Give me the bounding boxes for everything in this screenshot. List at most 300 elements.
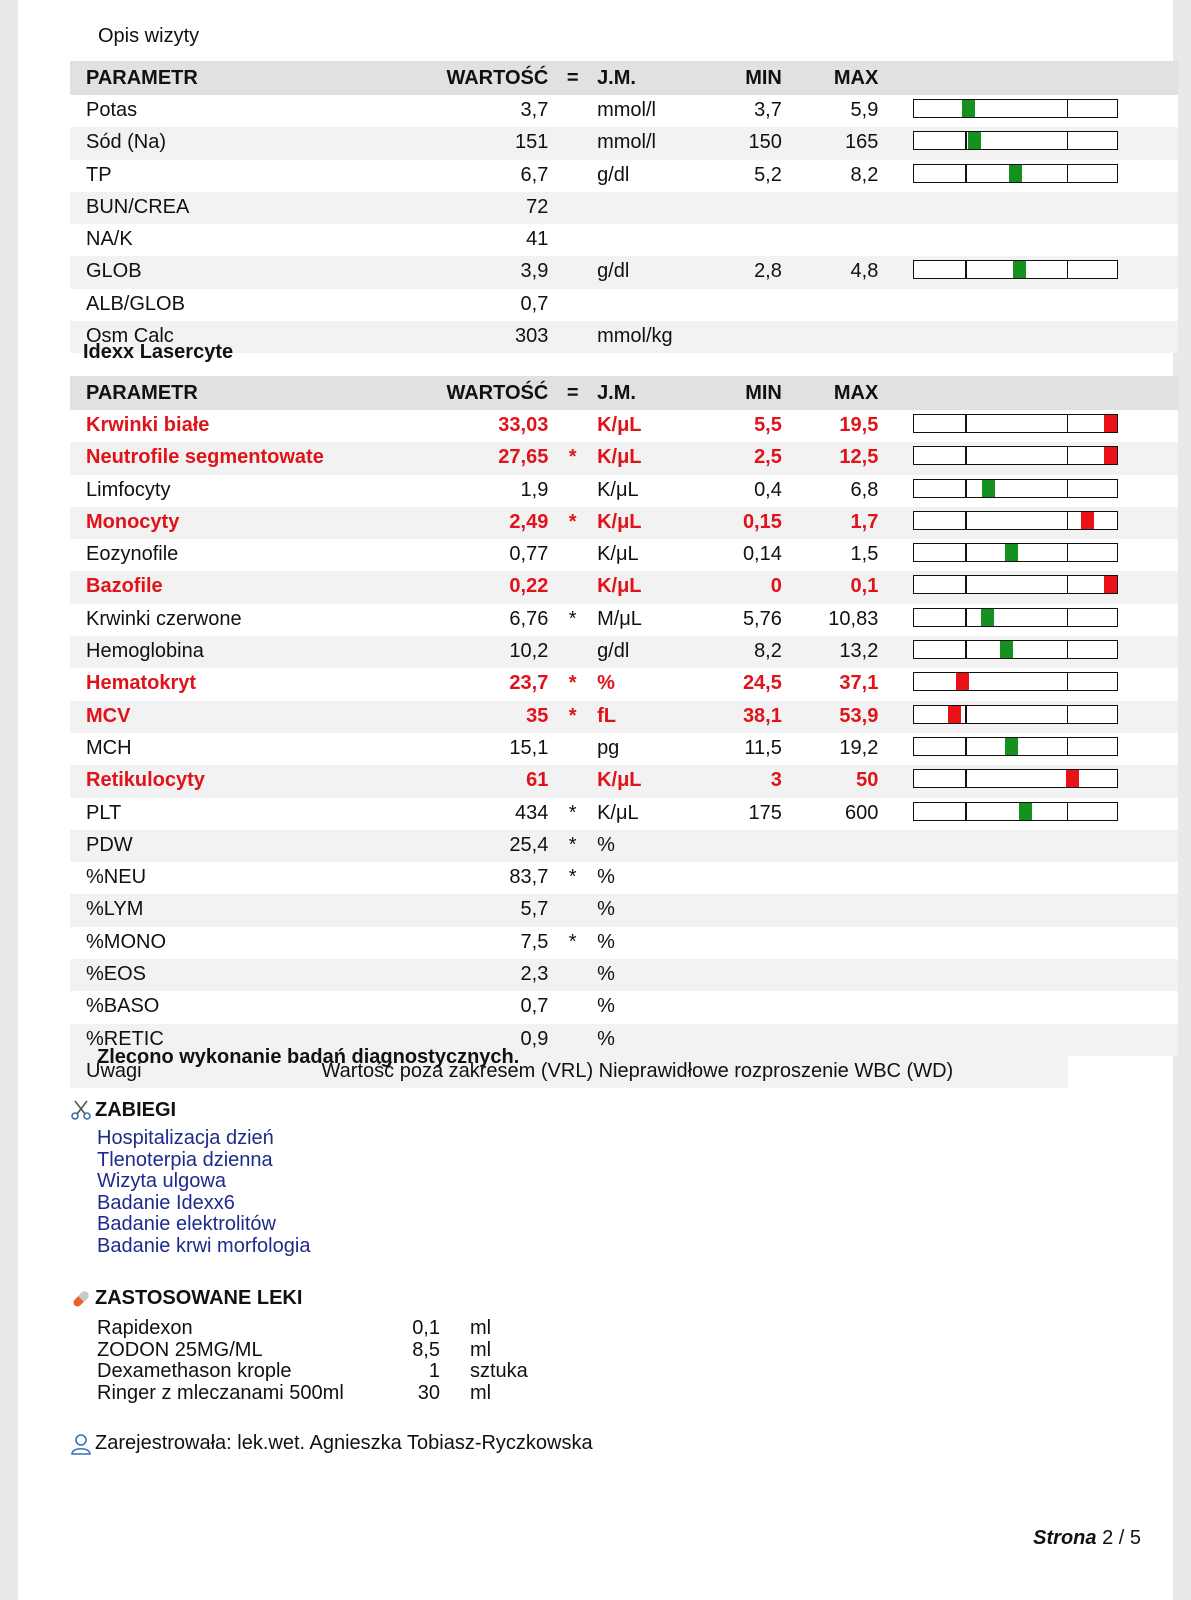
param-range [878,321,1178,353]
param-flag [548,991,597,1023]
param-value: 151 [514,131,549,154]
param-range [878,256,1178,288]
param-range [878,289,1178,321]
normal-marker [968,132,981,149]
param-unit [597,192,699,224]
param-range [878,192,1178,224]
procedures-title: ZABIEGI [95,1099,177,1121]
range-bar [913,414,1118,433]
range-tick [965,261,967,278]
param-min [699,192,782,224]
param-flag: * [568,607,577,630]
param-name: %LYM [86,898,144,921]
param-min: 5,2 [754,163,782,186]
param-range [878,224,1178,256]
abnormal-marker [1066,770,1079,787]
param-min [699,830,782,862]
param-range [878,765,1178,797]
param-value: 0,22 [509,575,549,598]
medication-name: Dexamethason krople [97,1360,292,1382]
page-total: / 5 [1118,1527,1141,1549]
param-flag [548,127,597,159]
param-name: ALB/GLOB [86,292,185,315]
param-unit: % [597,898,615,921]
param-range [878,127,1178,159]
param-max: 5,9 [850,99,879,121]
param-range [878,959,1178,991]
param-flag [548,410,597,442]
range-bar [913,608,1118,627]
range-bar [913,737,1118,756]
param-name: PLT [86,801,122,824]
param-flag [548,160,597,192]
table-row [70,991,1178,1023]
table-row [70,442,1178,474]
param-max [782,894,878,926]
param-value: 3,7 [520,99,549,121]
range-tick [1067,132,1069,149]
table-row [70,321,1178,353]
param-flag: * [568,833,577,856]
param-range [878,539,1178,571]
table-row [70,733,1178,765]
table-row [70,410,1178,442]
range-bar [913,446,1118,465]
param-range [878,636,1178,668]
param-flag: * [568,704,577,727]
param-range [878,830,1178,862]
table-row [70,636,1178,668]
param-unit: % [597,963,615,986]
param-unit: mmol/kg [597,325,673,348]
param-value: 2,49 [509,510,549,533]
param-max [782,927,878,959]
param-name: PDW [86,833,133,856]
param-name: %BASO [86,995,160,1018]
param-name: Limfocyty [86,478,171,501]
param-value: 72 [526,195,549,218]
param-range [878,95,1178,127]
param-range [878,571,1178,603]
param-unit: pg [597,736,620,759]
page-label: Strona [1033,1527,1097,1549]
range-tick [1067,544,1069,561]
param-unit [597,289,699,321]
scissors-icon [70,1099,92,1127]
medications-table [97,1318,528,1404]
param-min: 5,5 [754,414,782,436]
normal-marker [1013,261,1026,278]
procedures-list [97,1128,310,1257]
param-unit: % [597,866,615,889]
param-min [699,959,782,991]
chemistry-table [70,61,1178,353]
table-row [70,571,1178,603]
param-flag [548,224,597,256]
table-row [70,95,1178,127]
param-unit: mmol/l [597,99,656,121]
param-min [699,991,782,1023]
range-tick [1067,512,1069,529]
range-bar [913,543,1118,562]
section-visit-description: Opis wizyty [98,25,200,47]
procedure-item[interactable]: Tlenoterpia dzienna [97,1148,273,1171]
param-min: 0,15 [742,510,782,533]
range-tick [965,480,967,497]
range-tick [1067,415,1069,432]
medication-qty: 8,5 [412,1338,440,1361]
param-unit: K/μL [597,575,642,598]
param-min: 0 [770,575,782,598]
range-bar [913,769,1118,788]
page-current: 2 [1102,1527,1114,1549]
range-bar [913,705,1118,724]
param-value: 0,7 [520,292,549,315]
range-tick [965,576,967,593]
param-flag [548,475,597,507]
param-flag [548,1024,597,1056]
param-name: MCV [86,704,131,727]
range-tick [1067,738,1069,755]
param-name: Retikulocyty [86,769,205,792]
param-max: 50 [856,769,879,792]
range-bar [913,131,1118,150]
procedure-item[interactable]: Badanie krwi morfologia [97,1234,311,1257]
param-unit [597,224,699,256]
param-unit: % [597,672,615,695]
param-value: 5,7 [520,898,549,921]
param-name: %NEU [86,866,147,889]
normal-marker [1000,641,1013,658]
param-flag [548,894,597,926]
param-unit: K/μL [597,510,642,533]
table-row [70,475,1178,507]
param-range [878,927,1178,959]
param-name: Sód (Na) [86,131,167,154]
param-flag: * [568,930,577,953]
param-max: 19,2 [839,736,879,759]
param-max [782,991,878,1023]
param-min: 11,5 [744,736,782,759]
param-range [878,668,1178,700]
table-row [70,256,1178,288]
range-tick [1067,673,1069,690]
range-bar [913,99,1118,118]
medication-row [97,1340,528,1362]
param-name: Eozynofile [86,543,179,566]
range-bar [913,575,1118,594]
header-unit: J.M. [597,376,699,410]
header-param: PARAMETR [70,376,432,410]
table-row [70,127,1178,159]
param-unit: K/μL [597,769,642,792]
header-min: MIN [699,376,782,410]
param-flag [548,571,597,603]
param-name: NA/K [86,228,133,251]
param-name: %RETIC [86,1027,164,1050]
medication-name: ZODON 25MG/ML [97,1338,263,1361]
param-name: %MONO [86,930,166,953]
range-tick [965,544,967,561]
param-name: Potas [86,99,138,121]
param-min: 5,76 [742,607,782,630]
param-max [782,224,878,256]
procedure-item[interactable]: Wizyta ulgowa [97,1170,226,1192]
normal-marker [981,609,994,626]
param-unit: % [597,995,615,1018]
medication-unit: ml [470,1381,492,1404]
param-min: 2,5 [754,446,782,469]
range-bar [913,260,1118,279]
param-value: 6,7 [520,163,549,186]
param-unit: fL [597,704,616,727]
abnormal-marker [948,706,961,723]
param-min [699,927,782,959]
table-row [70,224,1178,256]
range-tick [965,512,967,529]
param-value: 1,9 [520,478,549,501]
medication-row [97,1318,528,1340]
medications-title: ZASTOSOWANE LEKI [95,1287,303,1309]
param-max [782,830,878,862]
param-flag [548,192,597,224]
param-name: Osm Calc [86,325,174,348]
param-value: 0,7 [520,995,549,1018]
range-tick [965,706,967,723]
table-header-row [70,61,1178,95]
header-value: WARTOŚĆ [432,376,549,410]
param-range [878,862,1178,894]
param-flag [548,636,597,668]
param-max: 19,5 [839,414,879,436]
param-unit: % [597,833,615,856]
param-max [782,192,878,224]
table-row [70,668,1178,700]
param-max [782,321,878,353]
table-row [70,507,1178,539]
param-max: 13,2 [839,640,879,663]
table-row [70,701,1178,733]
param-flag [548,733,597,765]
param-name: Neutrofile segmentowate [86,446,324,469]
procedure-item[interactable]: Hospitalizacja dzień [97,1127,274,1149]
param-flag [548,765,597,797]
param-range [878,798,1178,830]
medication-qty: 1 [428,1360,440,1382]
param-max [782,959,878,991]
param-min: 3,7 [754,99,782,121]
user-icon [70,1433,92,1461]
abnormal-marker [956,673,969,690]
medication-row [97,1361,528,1383]
range-tick [965,609,967,626]
range-tick [965,803,967,820]
param-min: 150 [748,131,782,154]
abnormal-marker [1104,415,1117,432]
param-name: Krwinki czerwone [86,607,242,630]
abnormal-marker [1104,447,1117,464]
normal-marker [1019,803,1032,820]
normal-marker [982,480,995,497]
header-max: MAX [782,61,878,95]
range-bar [913,672,1118,691]
ordered-note: Zlecono wykonanie badań diagnostycznych. [97,1046,520,1068]
param-flag [548,539,597,571]
header-param: PARAMETR [70,61,432,95]
param-unit: K/μL [597,446,642,469]
page-number [1033,1527,1141,1550]
range-bar [913,164,1118,183]
table-row [70,894,1178,926]
param-unit: M/μL [597,607,642,630]
param-min: 24,5 [742,672,782,695]
medication-row [97,1383,528,1405]
param-value: 41 [526,228,549,251]
param-range [878,701,1178,733]
param-max [782,862,878,894]
pill-icon [70,1288,92,1316]
header-range-bar [878,61,1178,95]
table-row [70,927,1178,959]
medication-unit: ml [470,1338,492,1361]
range-tick [1067,576,1069,593]
param-max: 4,8 [850,260,879,283]
param-max: 8,2 [850,163,879,186]
header-eq: = [548,61,597,95]
param-flag: * [568,672,577,695]
param-value: 83,7 [509,866,549,889]
param-max: 165 [844,131,879,154]
param-max [782,1024,878,1056]
normal-marker [1005,544,1018,561]
param-value: 434 [514,801,549,824]
param-range [878,475,1178,507]
range-bar [913,511,1118,530]
param-name: Monocyty [86,510,180,533]
param-unit: g/dl [597,640,630,663]
param-name: %EOS [86,963,147,986]
param-flag [548,321,597,353]
table-row [70,604,1178,636]
param-min [699,321,782,353]
abnormal-marker [1081,512,1094,529]
header-min: MIN [699,61,782,95]
param-max: 12,5 [839,446,879,469]
param-value: 2,3 [520,963,549,986]
param-max: 10,83 [828,607,879,630]
param-name: MCH [86,736,132,759]
param-unit: K/μL [597,478,639,501]
param-min [699,894,782,926]
param-flag [548,289,597,321]
range-tick [965,165,967,182]
medication-name: Ringer z mleczanami 500ml [97,1381,344,1404]
param-range [878,1024,1178,1056]
table-header-row [70,376,1178,410]
range-tick [1067,803,1069,820]
param-name: TP [86,163,112,186]
range-tick [965,132,967,149]
param-min [699,224,782,256]
param-unit: g/dl [597,163,630,186]
medication-name: Rapidexon [97,1317,193,1339]
table-row [70,798,1178,830]
param-name: Krwinki białe [86,414,210,436]
param-range [878,507,1178,539]
param-range [878,442,1178,474]
param-max: 6,8 [850,478,879,501]
header-value: WARTOŚĆ [432,61,549,95]
param-unit: K/μL [597,801,639,824]
medication-qty: 30 [417,1381,440,1404]
param-value: 6,76 [509,607,549,630]
param-value: 23,7 [509,672,549,695]
param-value: 7,5 [520,930,549,953]
table-row [70,959,1178,991]
procedure-item[interactable]: Badanie elektrolitów [97,1213,276,1235]
range-tick [1067,447,1069,464]
param-value: 15,1 [509,736,549,759]
range-tick [965,415,967,432]
param-value: 0,77 [509,543,549,566]
param-value: 3,9 [520,260,549,283]
range-tick [1067,609,1069,626]
param-range [878,991,1178,1023]
param-max: 0,1 [850,575,879,598]
registered-by: Zarejestrowała: lek.wet. Agnieszka Tobiasz-Ryczkowska [95,1432,593,1454]
remarks-text: Wartość poza zakresem (VRL) Nieprawidłowe rozproszenie WBC (WD) [321,1059,954,1082]
range-bar [913,802,1118,821]
param-min [699,1024,782,1056]
param-min [699,862,782,894]
abnormal-marker [1104,576,1117,593]
param-flag [548,256,597,288]
section-lasercyte: Idexx Lasercyte [83,341,234,363]
range-tick [1067,165,1069,182]
param-max: 600 [844,801,879,824]
procedure-item[interactable]: Badanie Idexx6 [97,1191,235,1214]
table-row [70,862,1178,894]
range-tick [1067,100,1069,117]
range-tick [965,447,967,464]
param-unit: % [597,1027,615,1050]
param-range [878,733,1178,765]
normal-marker [1005,738,1018,755]
param-min: 38,1 [742,704,782,727]
header-unit: J.M. [597,61,699,95]
medication-unit: sztuka [470,1360,528,1382]
param-value: 33,03 [498,414,549,436]
param-min: 2,8 [754,260,782,283]
param-value: 27,65 [498,446,549,469]
param-unit: g/dl [597,260,630,283]
param-range [878,410,1178,442]
table-row [70,160,1178,192]
range-tick [1067,261,1069,278]
medication-qty: 0,1 [412,1317,440,1339]
param-max [782,289,878,321]
param-min: 0,14 [742,543,782,566]
param-value: 35 [526,704,549,727]
header-range-bar [878,376,1178,410]
param-min: 3 [770,769,782,792]
param-min [699,289,782,321]
range-bar [913,640,1118,659]
param-value: 10,2 [509,640,549,663]
param-unit: K/μL [597,543,639,566]
medication-unit: ml [470,1317,492,1339]
param-value: 61 [526,769,549,792]
